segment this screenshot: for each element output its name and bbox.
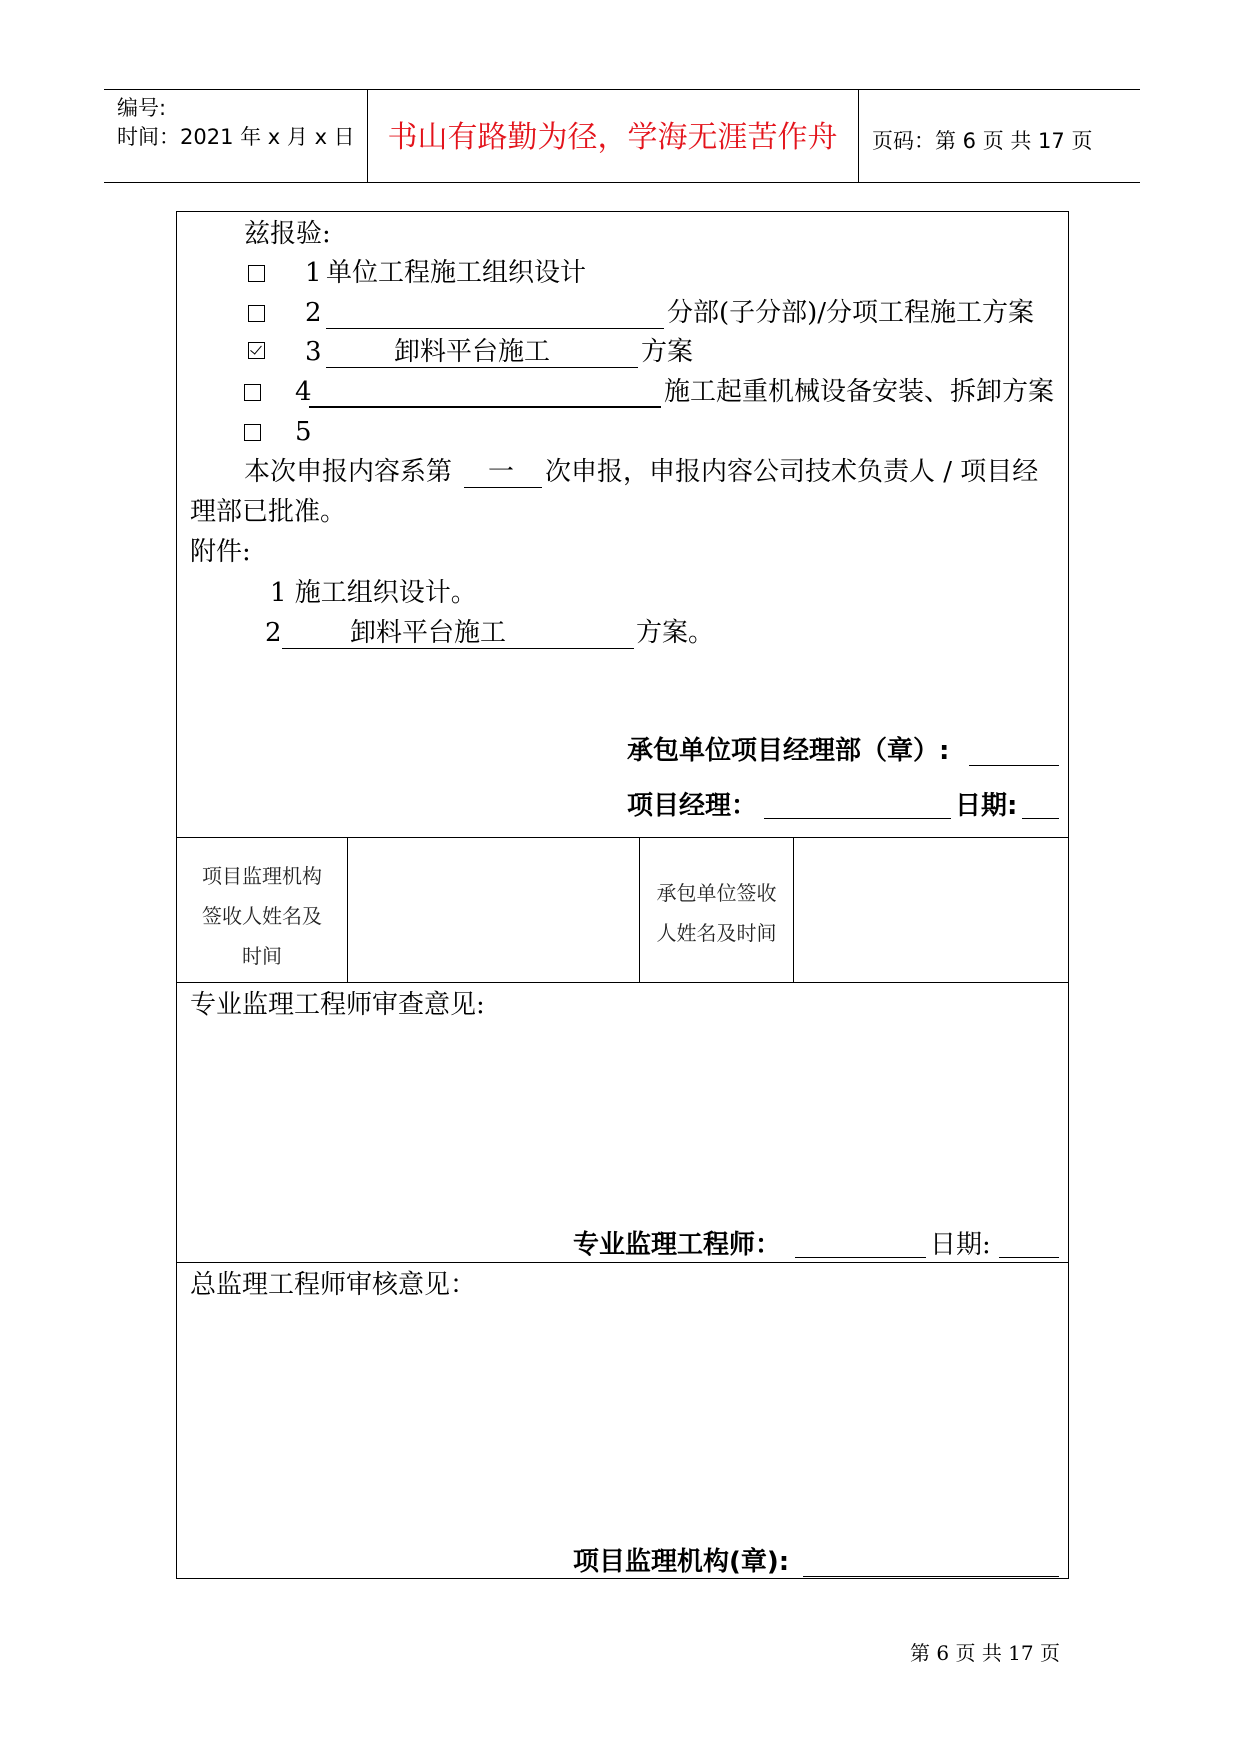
chief-opinion-label: 总监理工程师审核意见： xyxy=(190,1270,477,1300)
project-manager-label: 项目经理： xyxy=(627,791,758,821)
item-1-number: 1 xyxy=(305,258,322,288)
declaration-suffix: 次申报，申报内容公司技术负责人 / 项目经 xyxy=(545,457,1039,487)
item-2-suffix: 分部(子分部)/分项工程施工方案 xyxy=(667,298,1035,328)
contractor-seal-label: 承包单位项目经理部（章）: xyxy=(627,736,950,766)
project-manager-date-label: 日期: xyxy=(955,791,1018,821)
attachment-2-suffix: 方案。 xyxy=(636,618,715,648)
item-4-number: 4 xyxy=(295,377,312,407)
contractor-receiver-line-1: 承包单位签收 xyxy=(656,881,777,905)
contractor-receiver-line-2: 人姓名及时间 xyxy=(656,921,777,945)
item-1-text: 单位工程施工组织设计 xyxy=(326,258,587,288)
supervisor-receiver-line-3: 时间 xyxy=(242,944,282,968)
header-divider-right xyxy=(858,89,859,182)
item-1-checkbox[interactable] xyxy=(248,265,265,282)
specialist-sign-label: 专业监理工程师： xyxy=(573,1230,782,1260)
contractor-receiver-label xyxy=(640,873,793,953)
chief-opinion-field[interactable] xyxy=(180,1305,1065,1530)
item-3-checkbox[interactable] xyxy=(248,342,265,359)
intro-label: 兹报验: xyxy=(244,219,331,249)
contractor-seal-blank[interactable] xyxy=(969,765,1059,766)
attachment-2-blank-text: 卸料平台施工 xyxy=(350,618,507,648)
header-time-label: 时间：2021 年 x 月 x 日 xyxy=(117,125,355,149)
declaration-count: 一 xyxy=(488,457,515,487)
header-number-label: 编号: xyxy=(117,96,167,120)
supervisor-receiver-label xyxy=(177,856,347,976)
attachment-2-blank[interactable] xyxy=(282,648,634,649)
supervisor-receiver-field[interactable] xyxy=(348,839,639,981)
contractor-receiver-field[interactable] xyxy=(794,839,1068,981)
receipt-row-top-rule xyxy=(176,837,1069,838)
specialist-date-blank[interactable] xyxy=(999,1257,1059,1258)
specialist-sign-blank[interactable] xyxy=(795,1257,926,1258)
item-4-blank[interactable] xyxy=(309,406,661,408)
project-manager-blank[interactable] xyxy=(764,818,951,819)
item-3-blank-text: 卸料平台施工 xyxy=(394,337,551,367)
supervisor-seal-blank[interactable] xyxy=(803,1576,1059,1577)
item-3-blank[interactable] xyxy=(326,367,638,368)
attachment-2-number: 2 xyxy=(265,618,282,648)
declaration-line2: 理部已批准。 xyxy=(190,497,347,527)
item-3-number: 3 xyxy=(305,337,322,367)
header-top-rule xyxy=(104,89,1140,90)
footer-page-number: 第 6 页 共 17 页 xyxy=(910,1641,1060,1665)
header-bottom-rule xyxy=(104,182,1140,183)
item-4-checkbox[interactable] xyxy=(244,384,261,401)
declaration-count-blank[interactable] xyxy=(464,487,542,488)
project-manager-date-blank[interactable] xyxy=(1022,818,1059,819)
item-4-suffix: 施工起重机械设备安装、拆卸方案 xyxy=(664,377,1055,407)
specialist-opinion-field[interactable] xyxy=(180,1025,1065,1225)
header-motto: 书山有路勤为径，学海无涯苦作舟 xyxy=(387,120,838,155)
item-5-checkbox[interactable] xyxy=(244,424,261,441)
supervisor-receiver-line-2: 签收人姓名及 xyxy=(202,904,322,928)
attachment-1: 1 施工组织设计。 xyxy=(270,578,477,608)
supervisor-receiver-line-1: 项目监理机构 xyxy=(202,864,322,888)
item-2-number: 2 xyxy=(305,298,322,328)
supervisor-seal-label: 项目监理机构(章): xyxy=(573,1547,790,1577)
header-page-label: 页码：第 6 页 共 17 页 xyxy=(872,129,1093,153)
receipt-row-bottom-rule xyxy=(176,982,1069,983)
item-2-blank[interactable] xyxy=(326,328,664,329)
review-divider-rule xyxy=(176,1262,1069,1263)
declaration-prefix: 本次申报内容系第 xyxy=(244,457,453,487)
item-3-suffix: 方案 xyxy=(641,337,694,367)
specialist-opinion-label: 专业监理工程师审查意见: xyxy=(190,990,485,1020)
item-5-number: 5 xyxy=(295,417,312,447)
attachments-label: 附件: xyxy=(190,537,251,567)
item-2-checkbox[interactable] xyxy=(248,305,265,322)
specialist-date-label: 日期: xyxy=(930,1230,991,1260)
